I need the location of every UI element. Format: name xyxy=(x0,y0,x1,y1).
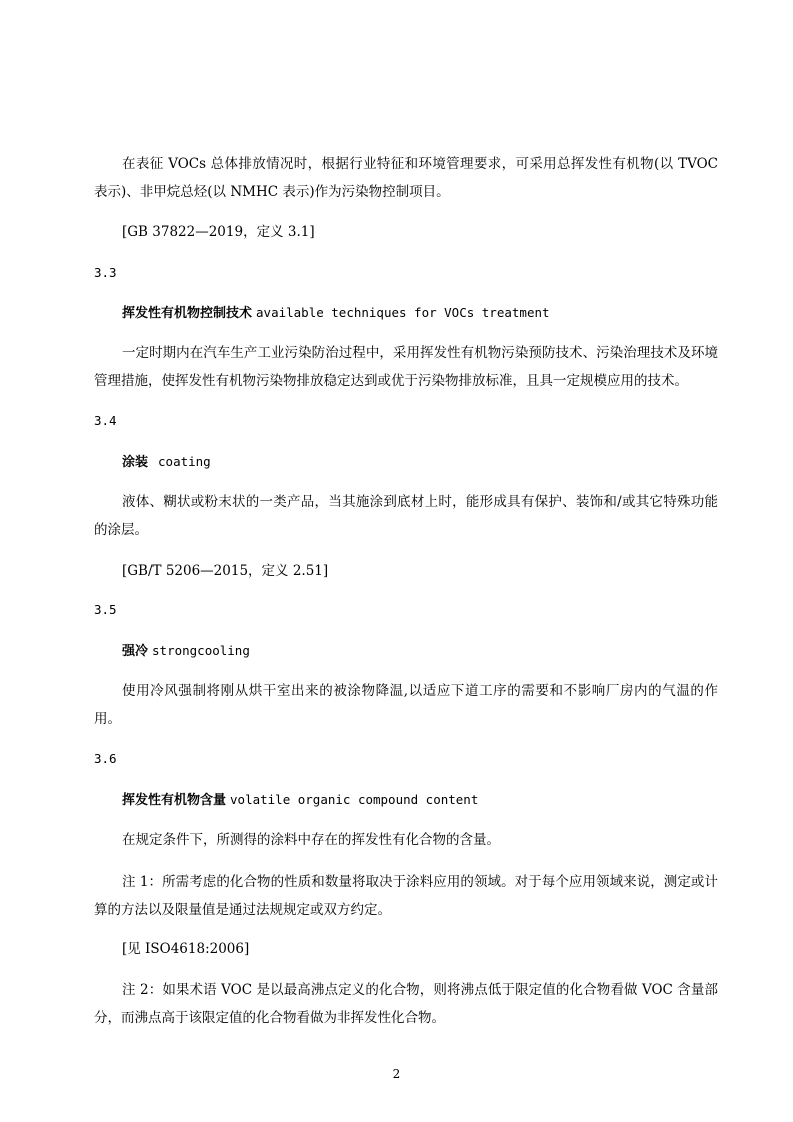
term-3-3 xyxy=(122,303,550,324)
reference-gbt5206: [GB/T 5206—2015，定义 2.51] xyxy=(122,563,329,579)
reference-gb37822: [GB 37822—2019，定义 3.1] xyxy=(122,224,315,240)
section-number-3-6: 3.6 xyxy=(94,751,117,766)
definition-3-6: 在规定条件下，所测得的涂料中存在的挥发性有化合物的含量。 xyxy=(122,832,500,848)
definition-3-4: 液体、糊状或粉末状的一类产品，当其施涂到底材上时，能形成具有保护、装饰和/或其它特殊功能的涂层。 xyxy=(94,494,718,538)
section-number-3-5: 3.5 xyxy=(94,602,117,617)
section-number-3-3: 3.3 xyxy=(94,265,117,280)
reference-iso4618: [见 ISO4618:2006] xyxy=(122,941,250,957)
term-3-4-en: coating xyxy=(158,454,211,469)
definition-3-5: 使用冷风强制将刚从烘干室出来的被涂物降温,以适应下道工序的需要和不影响厂房内的气温的作用。 xyxy=(94,683,718,727)
term-3-4-zh: 涂装 xyxy=(122,455,149,470)
term-3-6-zh: 挥发性有机物含量 xyxy=(122,793,227,808)
term-3-6-en: volatile organic compound content xyxy=(230,792,479,807)
note-2: 注 2：如果术语 VOC 是以最高沸点定义的化合物，则将沸点低于限定值的化合物看做 VOC 含量部分，而沸点高于该限定值的化合物看做为非挥发性化合物。 xyxy=(94,982,718,1026)
definition-3-3: 一定时期内在汽车生产工业污染防治过程中，采用挥发性有机物污染预防技术、污染治理技术及环境管理措施，使挥发性有机物污染物排放稳定达到或优于污染物排放标准，且具一定规模应用的技术。 xyxy=(94,345,718,389)
term-3-5-zh: 强冷 xyxy=(122,644,149,659)
note-1: 注 1：所需考虑的化合物的性质和数量将取决于涂料应用的领域。对于每个应用领域来说，测定或计算的方法以及限量值是通过法规规定或双方约定。 xyxy=(94,874,718,918)
term-3-5-en: strongcooling xyxy=(152,643,250,658)
term-3-4 xyxy=(122,452,211,473)
term-3-3-zh: 挥发性有机物控制技术 xyxy=(122,306,253,321)
term-3-6 xyxy=(122,790,478,811)
term-3-3-en: available techniques for VOCs treatment xyxy=(256,305,550,320)
section-number-3-4: 3.4 xyxy=(94,413,117,428)
term-3-5 xyxy=(122,641,250,662)
intro-paragraph: 在表征 VOCs 总体排放情况时，根据行业特征和环境管理要求，可采用总挥发性有机物(以 TVOC 表示)、非甲烷总烃(以 NMHC 表示)作为污染物控制项目。 xyxy=(94,156,718,200)
page-number: 2 xyxy=(392,1067,401,1081)
